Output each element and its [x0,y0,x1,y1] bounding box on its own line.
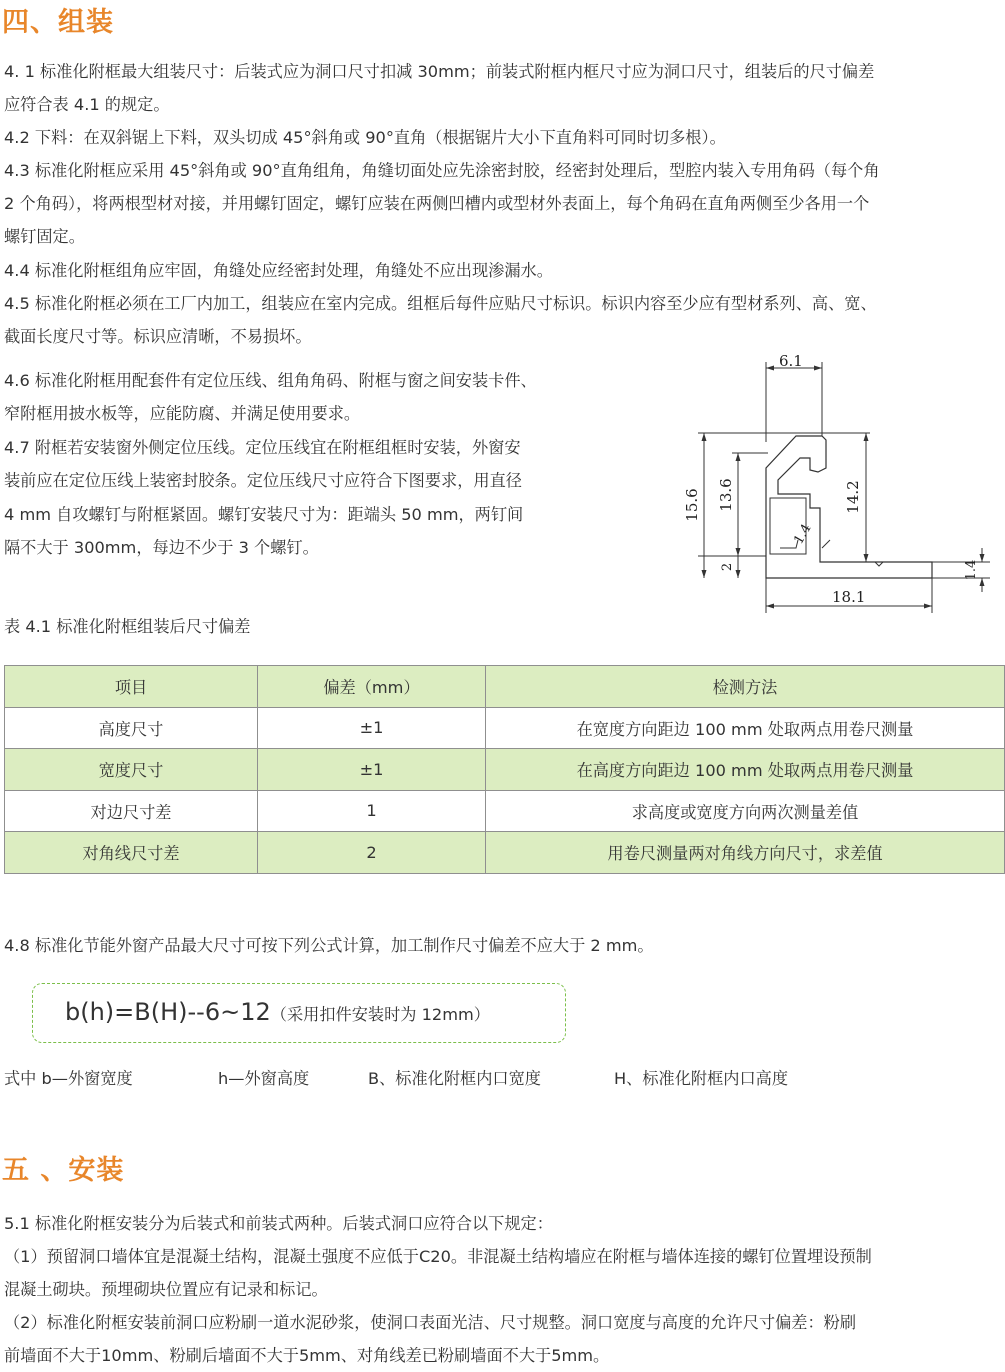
para-4-7-line-3: 4 mm 自攻螺钉与附框紧固。螺钉安装尺寸为：距端头 50 mm，两钉间 [4,505,524,524]
formula-note: （采用扣件安装时为 12mm） [270,1005,490,1024]
table-row [5,707,1005,749]
para-4-3-line-3: 螺钉固定。 [4,227,85,246]
para-5-1-item-1-line-1: （1）预留洞口墙体宜是混凝土结构，混凝土强度不应低于C20。非混凝土结构墙应在附框与墙体连接的螺钉位置埋设预制 [4,1247,872,1266]
legend-B: B、标准化附框内口宽度 [368,1069,541,1088]
section-4-title: 四、组装 [2,7,114,38]
table-cell: 1 [258,790,486,832]
para-5-1-item-2-line-2: 前墙面不大于10mm、粉刷后墙面不大于5mm、对角线差已粉刷墙面不大于5mm。 [4,1346,610,1365]
para-5-1-item-1-line-2: 混凝土砌块。预埋砌块位置应有记录和标记。 [4,1280,328,1299]
para-5-1: 5.1 标准化附框安装分为后装式和前装式两种。后装式洞口应符合以下规定： [4,1214,553,1233]
para-5-1-item-2-line-1: （2）标准化附框安装前洞口应粉刷一道水泥砂浆，使洞口表面光洁、尺寸规整。洞口宽度与高度的允许尺寸偏差：粉刷 [4,1313,857,1332]
profile-diagram [660,345,1005,615]
table-cell: 高度尺寸 [5,707,258,749]
dim-width-label: 18.1 [832,588,866,606]
para-4-2: 4.2 下料：在双斜锯上下料，双头切成 45°斜角或 90°直角（根据锯片大小下直角料可同时切多根）。 [4,128,726,147]
table-header-cell: 偏差（mm） [258,666,486,708]
table-cell: 在高度方向距边 100 mm 处取两点用卷尺测量 [486,749,1005,791]
table-cell: 对边尺寸差 [5,790,258,832]
dim-inner-height-label: 13.6 [717,478,735,512]
para-4-1-line-2: 应符合表 4.1 的规定。 [4,95,170,114]
table-header-cell: 检测方法 [486,666,1005,708]
table-cell: 在宽度方向距边 100 mm 处取两点用卷尺测量 [486,707,1005,749]
table-cell: 用卷尺测量两对角线方向尺寸，求差值 [486,832,1005,874]
legend-h: h—外窗高度 [218,1069,310,1088]
para-4-7-line-2: 装前应在定位压线上装密封胶条。定位压线尺寸应符合下图要求，用直径 [4,471,522,490]
formula-expression: b(h)=B(H)--6~12 [65,998,271,1026]
para-4-7-line-4: 隔不大于 300mm，每边不少于 3 个螺钉。 [4,538,319,557]
table-cell: 求高度或宽度方向两次测量差值 [486,790,1005,832]
section-5-title: 五 、安装 [2,1155,125,1186]
formula-box [32,983,566,1043]
tolerance-table [4,665,1005,874]
table-cell: 宽度尺寸 [5,749,258,791]
para-4-3-line-1: 4.3 标准化附框应采用 45°斜角或 90°直角组角，角缝切面处应先涂密封胶，经密封处理后，型腔内装入专用角码（每个角 [4,161,880,180]
dim-flange-label: 1.4 [964,559,979,581]
para-4-7-line-1: 4.7 附框若安装窗外侧定位压线。定位压线宜在附框组框时安装，外窗安 [4,438,521,457]
dim-top-label: 6.1 [779,352,803,370]
dim-right-height-label: 14.2 [844,480,862,514]
para-4-1-line-1: 4. 1 标准化附框最大组装尺寸：后装式应为洞口尺寸扣减 30mm；前装式附框内框尺寸应为洞口尺寸，组装后的尺寸偏差 [4,62,875,81]
para-4-5-line-1: 4.5 标准化附框必须在工厂内加工，组装应在室内完成。组框后每件应贴尺寸标识。标识内容至少应有型材系列、高、宽、 [4,294,877,313]
dim-gap-label: 1.4 [791,521,815,547]
table-row [5,832,1005,874]
para-4-3-line-2: 2 个角码），将两根型材对接，并用螺钉固定，螺钉应装在两侧凹槽内或型材外表面上，每个角码在直角两侧至少各用一个 [4,194,870,213]
para-4-4: 4.4 标准化附框组角应牢固，角缝处应经密封处理，角缝处不应出现渗漏水。 [4,261,553,280]
table-cell: ±1 [258,707,486,749]
table-cell: 2 [258,832,486,874]
table-cell: 对角线尺寸差 [5,832,258,874]
dim-total-height-label: 15.6 [683,488,701,522]
table-cell: ±1 [258,749,486,791]
table-caption: 表 4.1 标准化附框组装后尺寸偏差 [4,617,251,636]
formula [65,998,490,1026]
table-header-cell: 项目 [5,666,258,708]
para-4-8: 4.8 标准化节能外窗产品最大尺寸可按下列公式计算，加工制作尺寸偏差不应大于 2 mm。 [4,936,654,955]
dim-base-label: 2 [720,562,735,572]
legend-b: 式中 b—外窗宽度 [4,1069,133,1088]
table-header-row [5,666,1005,708]
legend-H: H、标准化附框内口高度 [614,1069,789,1088]
table-row [5,749,1005,791]
para-4-5-line-2: 截面长度尺寸等。标识应清晰，不易损坏。 [4,327,312,346]
para-4-6-line-2: 窄附框用披水板等，应能防腐、并满足使用要求。 [4,404,361,423]
para-4-6-line-1: 4.6 标准化附框用配套件有定位压线、组角角码、附框与窗之间安装卡件、 [4,371,537,390]
table-row [5,790,1005,832]
